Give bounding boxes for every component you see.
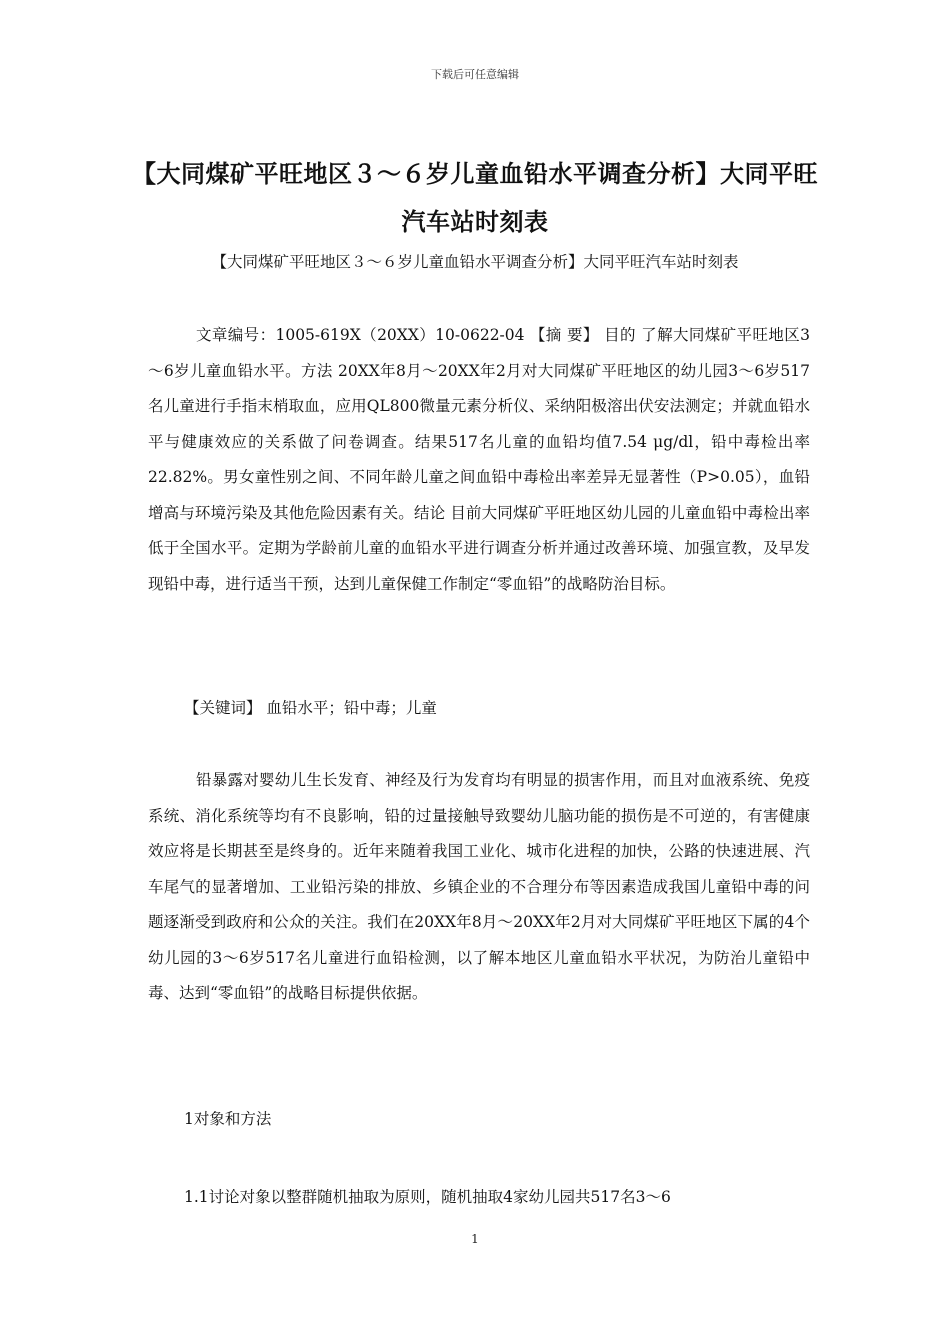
keywords-line: 【关键词】 血铅水平；铅中毒；儿童: [184, 699, 437, 717]
document-subtitle: 【大同煤矿平旺地区３～６岁儿童血铅水平调查分析】大同平旺汽车站时刻表: [211, 253, 739, 271]
intro-paragraph: 铅暴露对婴幼儿生长发育、神经及行为发育均有明显的损害作用，而且对血液系统、免疫系统、消化系统等均有不良影响，铅的过量接触导致婴幼儿脑功能的损伤是不可逆的，有害健康效应将是长期甚至是终身的。近年来随着我国工业化、城市化进程的加快，公路的快速进展、汽车尾气的显著增加、工业铅污染的排放、乡镇企业的不合理分布等因素造成我国儿童铅中毒的问题逐渐受到政府和公众的关注。我们在20XX年8月～20XX年2月对大同煤矿平旺地区下属的4个幼儿园的3～6岁517名儿童进行血铅检测，以了解本地区儿童血铅水平状况，为防治儿童铅中毒、达到“零血铅”的战略目标提供依据。: [148, 771, 810, 1002]
document-title: 【大同煤矿平旺地区３～６岁儿童血铅水平调查分析】大同平旺汽车站时刻表: [132, 159, 818, 236]
page-number: 1: [471, 1232, 479, 1246]
header-note: 下载后可任意编辑: [431, 68, 519, 81]
section-heading: 1对象和方法: [184, 1110, 272, 1128]
abstract-paragraph: 文章编号：1005-619X（20XX）10-0622-04 【摘 要】 目的 了解大同煤矿平旺地区3～6岁儿童血铅水平。方法 20XX年8月～20XX年2月对大同煤矿平旺地区的幼儿园3～6岁517名儿童进行手指末梢取血，应用QL800微量元素分析仪、采纳阳极溶出伏安法测定；并就血铅水平与健康效应的关系做了问卷调查。结果517名儿童的血铅均值7.54 μg/dl，铅中毒检出率22.82%。男女童性别之间、不同年龄儿童之间血铅中毒检出率差异无显著性（P>0.05），血铅增高与环境污染及其他危险因素有关。结论 目前大同煤矿平旺地区幼儿园的儿童血铅中毒检出率低于全国水平。定期为学龄前儿童的血铅水平进行调查分析并通过改善环境、加强宣教，及早发现铅中毒，进行适当干预，达到儿童保健工作制定“零血铅”的战略防治目标。: [148, 326, 810, 593]
subsection-paragraph: 1.1讨论对象以整群随机抽取为原则，随机抽取4家幼儿园共517名3～6: [184, 1188, 671, 1206]
